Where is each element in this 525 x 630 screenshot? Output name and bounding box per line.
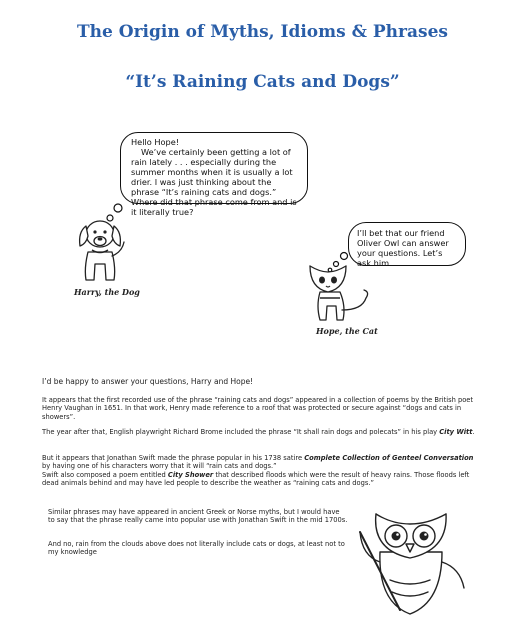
owl-icon bbox=[360, 492, 480, 618]
dog-speech-bubble bbox=[120, 132, 308, 217]
cat-speech-text: I’ll bet that our friend Oliver Owl can answer your questions. Let’s ask him. bbox=[357, 228, 449, 268]
paragraph-2-title: City Witt bbox=[439, 428, 473, 436]
cat-icon bbox=[296, 258, 376, 324]
paragraph-3-cont: by having one of his characters worry that it will “rain cats and dogs.” bbox=[42, 462, 277, 471]
paragraph-3-text: But it appears that Jonathan Swift made the phrase popular in his 1738 satire bbox=[42, 454, 305, 462]
paragraph-1: It appears that the first recorded use of the phrase “raining cats and dogs” appeared in a collection of poems by the British poet Henry Vaughan in 1651. In that work, Henry made reference to a roof that was protected or secure against “dogs and cats in showers”. bbox=[42, 396, 474, 421]
dog-caption: Harry, the Dog bbox=[74, 287, 140, 297]
dog-icon bbox=[70, 212, 130, 284]
page-subtitle: “It’s Raining Cats and Dogs” bbox=[125, 72, 400, 92]
owl-greeting: I’d be happy to answer your questions, Harry and Hope! bbox=[42, 377, 254, 386]
paragraph-3-poem: City Shower bbox=[167, 470, 214, 479]
paragraph-3-end: that described floods which were the result of heavy rains. Those floods left dead animals behind and may have led people to describe the weather as “raining cats and dogs.” bbox=[42, 470, 470, 487]
paragraph-3 bbox=[42, 454, 480, 487]
paragraph-3-title: Complete Collection of Genteel Conversation bbox=[304, 454, 474, 462]
paragraph-4: Similar phrases may have appeared in ancient Greek or Norse myths, but I would have to say that the phrase really came into popular use with Jonathan Swift in the mid 1700s. bbox=[48, 508, 348, 525]
paragraph-2-text: The year after that, English playwright Richard Brome included the phrase “It shall rain dogs and polecats” in his play bbox=[42, 428, 440, 436]
paragraph-5: And no, rain from the clouds above does not literally include cats or dogs, at least not to my knowledge bbox=[48, 540, 345, 557]
paragraph-2-end: . bbox=[472, 428, 475, 436]
dog-speech-greeting: Hello Hope! bbox=[131, 137, 180, 147]
cat-caption: Hope, the Cat bbox=[316, 326, 378, 336]
paragraph-3-swift: Swift also composed a poem entitled bbox=[42, 470, 168, 479]
paragraph-2 bbox=[42, 428, 480, 436]
page-title: The Origin of Myths, Idioms & Phrases bbox=[77, 22, 448, 42]
dog-speech-text: We’ve certainly been getting a lot of rain lately . . . especially during the summer months when it is usually a lot drier. I was just thinking about the phrase “It’s raining cats and dogs.” Where did that phrase come from and is it literally true? bbox=[131, 147, 297, 217]
